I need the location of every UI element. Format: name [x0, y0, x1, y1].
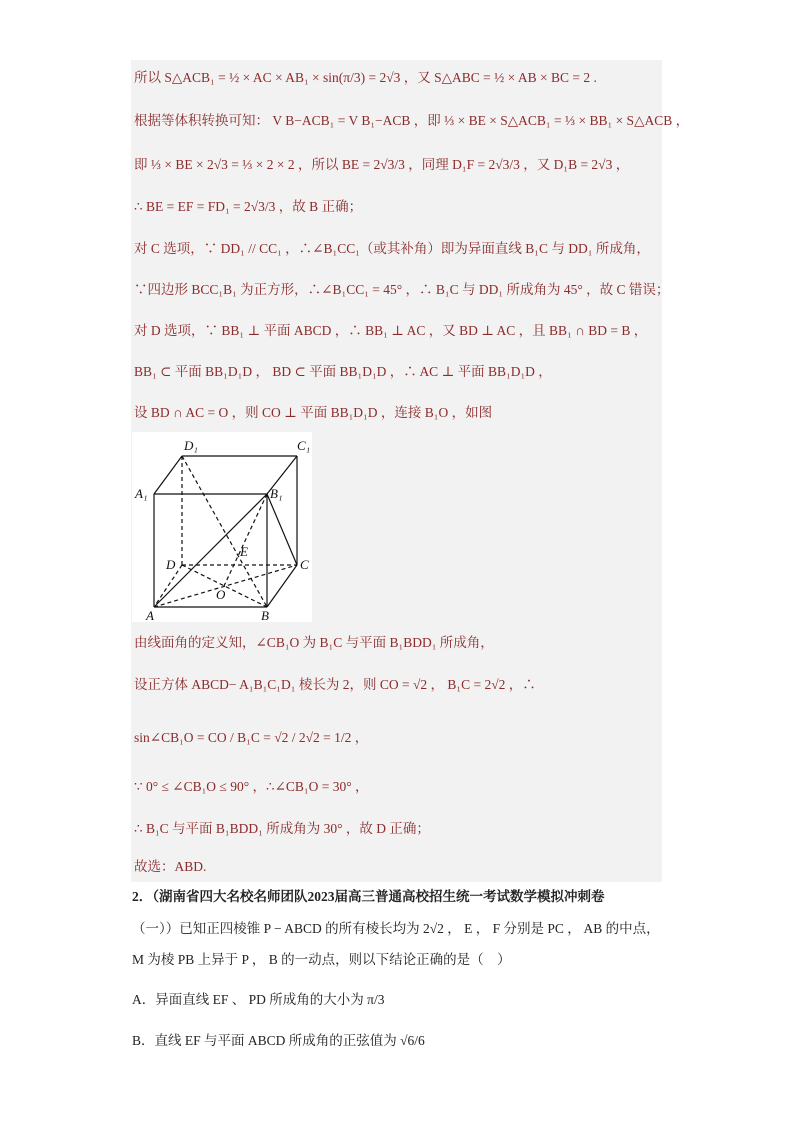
- option-a: A．异面直线 EF 、 PD 所成角的大小为 π/3: [132, 992, 385, 1007]
- cube-figure: [132, 432, 312, 622]
- label-B: B: [261, 608, 269, 622]
- question-line-2: （一））已知正四棱锥 P − ABCD 的所有棱长均为 2√2 ， E ， F 分别是 PC ， AB 的中点，: [132, 921, 660, 936]
- question-header: [132, 887, 605, 907]
- label-C1: C₁: [297, 438, 311, 453]
- solution-line-9: 设 BD ∩ AC = O ，则 CO ⊥ 平面 BB₁D₁D ，连接 B₁O ，如图: [134, 405, 493, 420]
- label-A: A: [146, 608, 154, 622]
- solution-line-12: sin∠CB₁O = CO / B₁C = √2 / 2√2 = 1/2 ，: [134, 730, 369, 745]
- solution-line-2: 根据等体积转换可知： V B−ACB₁ = V B₁−ACB ，即 ⅓ × BE × S△ACB₁ = ⅓ × BB₁ × S△ACB ，: [134, 113, 690, 128]
- solution-line-1: 所以 S△ACB₁ = ½ × AC × AB₁ × sin(π/3) = 2√3 ，又 S△ABC = ½ × AB × BC = 2 .: [134, 70, 597, 85]
- solution-line-6: ∵四边形 BCC₁B₁ 为正方形，∴∠B₁CC₁ = 45° ，∴ B₁C 与 DD₁ 所成角为 45° ，故 C 错误；: [134, 282, 670, 297]
- solution-line-10: 由线面角的定义知，∠CB₁O 为 B₁C 与平面 B₁BDD₁ 所成角，: [134, 635, 494, 650]
- solution-line-11: 设正方体 ABCD− A₁B₁C₁D₁ 棱长为 2，则 CO = √2 ， B₁C = 2√2 ，∴: [134, 677, 536, 692]
- solution-line-7: 对 D 选项，∵ BB₁ ⊥ 平面 ABCD ，∴ BB₁ ⊥ AC ，又 BD ⊥ AC ，且 BB₁ ∩ BD = B ，: [134, 323, 648, 338]
- solution-line-8: BB₁ ⊂ 平面 BB₁D₁D ， BD ⊂ 平面 BB₁D₁D ，∴ AC ⊥ 平面 BB₁D₁D ，: [134, 364, 552, 379]
- question-line-3: M 为棱 PB 上异于 P ， B 的一动点，则以下结论正确的是（ ）: [132, 952, 511, 967]
- label-D1: D₁: [184, 438, 198, 453]
- solution-line-3: 即 ⅓ × BE × 2√3 = ⅓ × 2 × 2 ，所以 BE = 2√3/3 ，同理 D₁F = 2√3/3 ，又 D₁B = 2√3 ，: [134, 157, 630, 172]
- label-E: E: [240, 544, 248, 559]
- label-D: D: [166, 557, 176, 572]
- solution-line-15: 故选：ABD.: [134, 859, 207, 874]
- label-C: C: [300, 557, 309, 572]
- option-b: B．直线 EF 与平面 ABCD 所成角的正弦值为 √6/6: [132, 1033, 425, 1048]
- label-A1: A₁: [135, 486, 148, 501]
- label-O: O: [216, 587, 226, 602]
- solution-line-13: ∵ 0° ≤ ∠CB₁O ≤ 90° ，∴∠CB₁O = 30° ，: [134, 779, 369, 794]
- solution-line-14: ∴ B₁C 与平面 B₁BDD₁ 所成角为 30° ，故 D 正确；: [134, 821, 430, 836]
- question-source: （湖南省四大名校名师团队2023届高三普通高校招生统一考试数学模拟冲刺卷: [152, 889, 605, 904]
- question-number: 2．: [132, 889, 153, 904]
- solution-line-4: ∴ BE = EF = FD₁ = 2√3/3 ，故 B 正确；: [134, 199, 363, 214]
- label-B1: B₁: [270, 486, 283, 501]
- solution-line-5: 对 C 选项，∵ DD₁ // CC₁ ，∴∠B₁CC₁（或其补角）即为异面直线 B₁C 与 DD₁ 所成角，: [134, 241, 650, 256]
